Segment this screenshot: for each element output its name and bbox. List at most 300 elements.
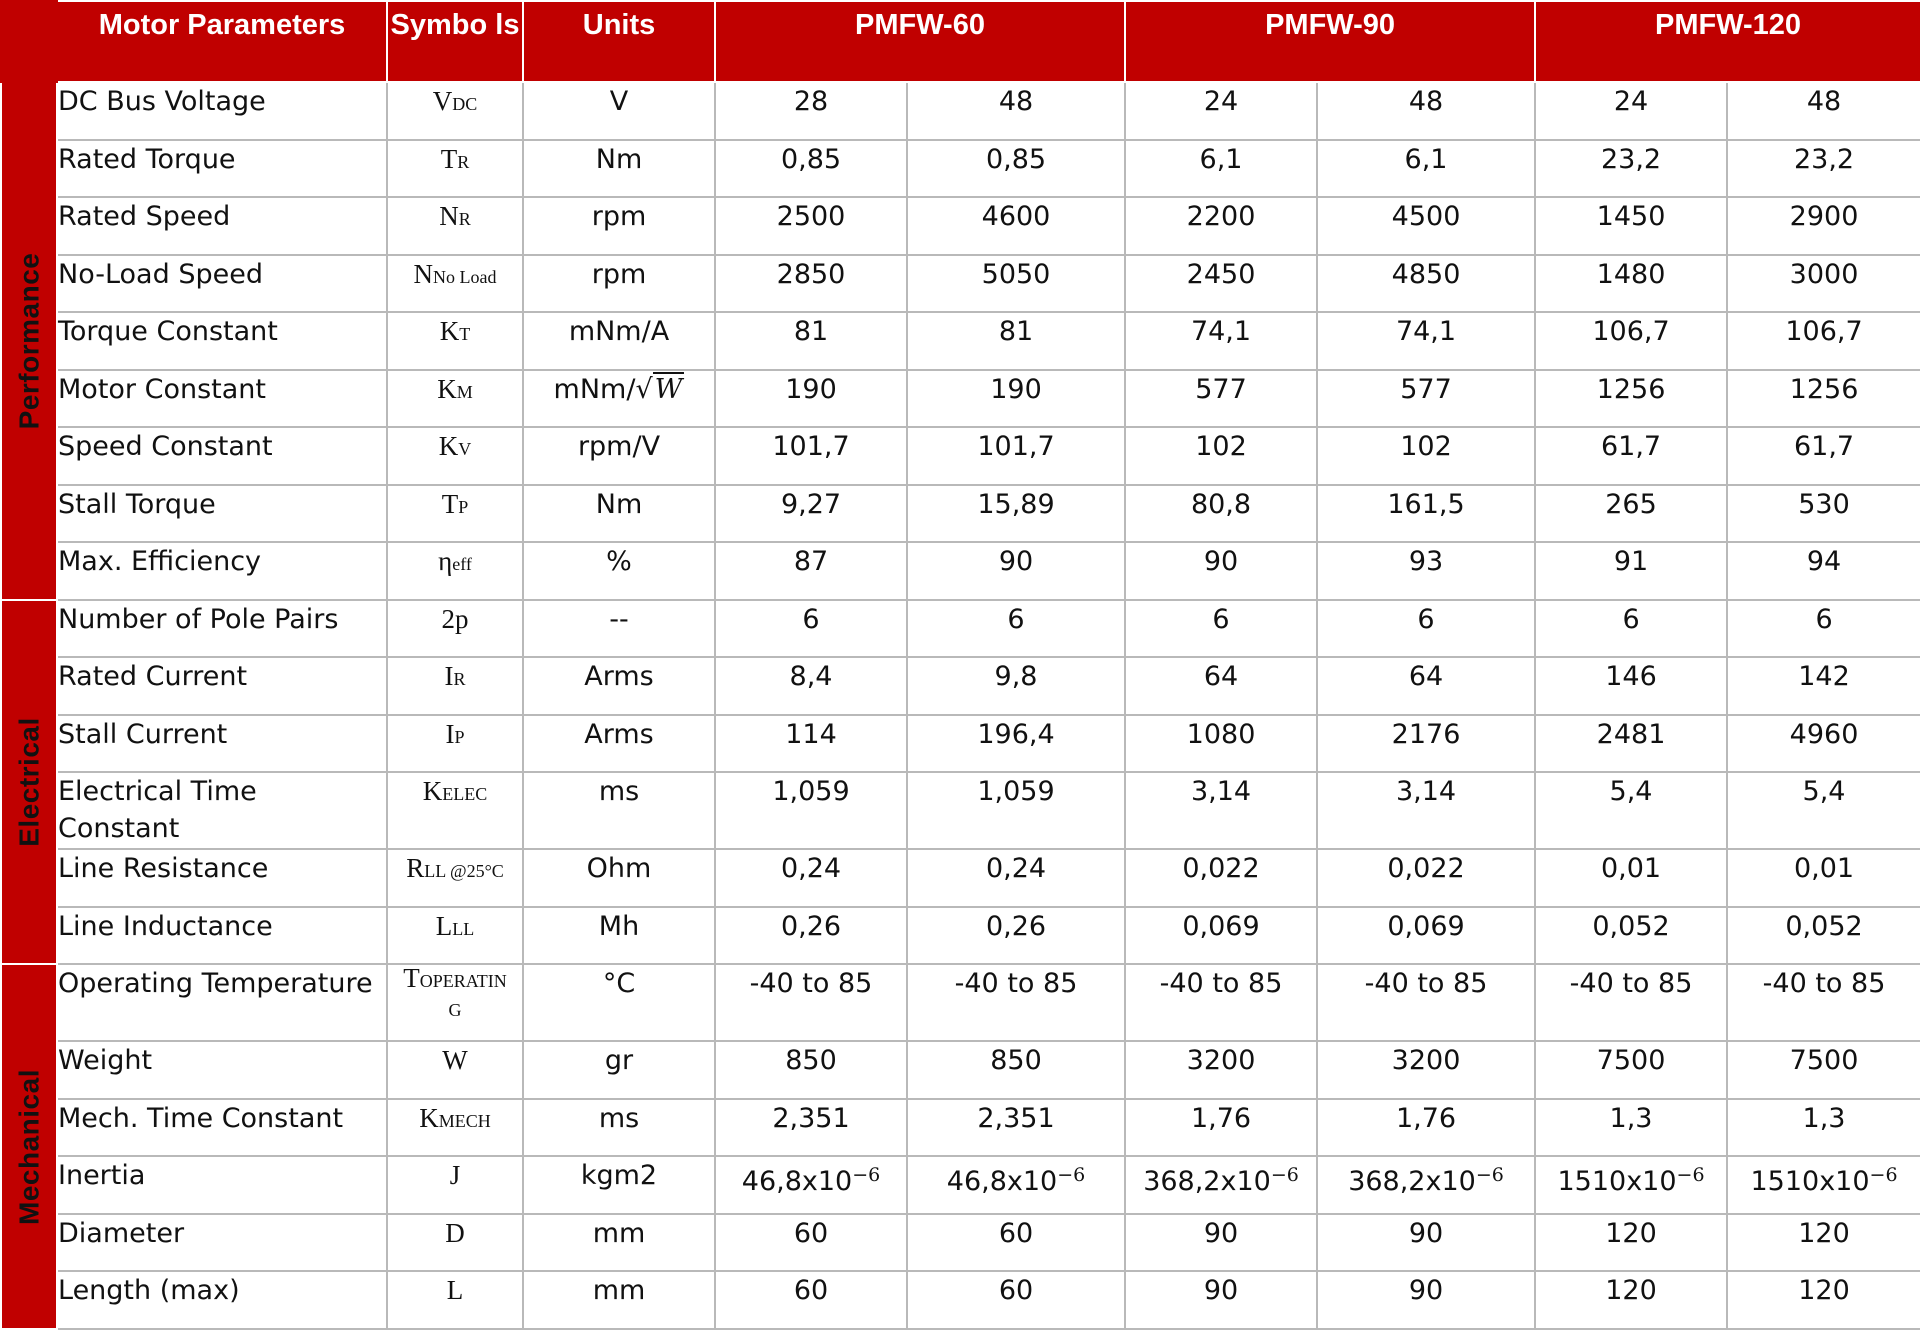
- value-cell: [1727, 370, 1920, 428]
- value-cell: [1125, 485, 1317, 543]
- value-cell: [1727, 82, 1920, 140]
- param-name: Inertia: [57, 1156, 387, 1214]
- value-text: 93: [1408, 546, 1444, 578]
- value-text: 0,24: [985, 853, 1047, 885]
- value-text: 0,85: [780, 143, 842, 175]
- param-unit: [523, 255, 715, 313]
- value-text: 120: [1605, 1217, 1657, 1249]
- value-cell: [1317, 485, 1535, 543]
- table-row: [1, 715, 1920, 773]
- value-text: 24: [1203, 86, 1239, 117]
- value-cell: [1317, 370, 1535, 428]
- value-text: 64: [1408, 661, 1444, 693]
- value-text: 190: [785, 373, 837, 405]
- symbol-subscript: LL: [452, 918, 475, 939]
- value-cell: [1125, 370, 1317, 428]
- symbol-subscript: ELEC: [442, 784, 488, 805]
- param-symbol: [387, 600, 523, 658]
- value-text: 850: [785, 1045, 837, 1077]
- value-cell: [1727, 657, 1920, 715]
- value-cell: [907, 485, 1125, 543]
- value-text: 1,059: [977, 776, 1055, 808]
- param-name: Rated Torque: [57, 140, 387, 198]
- param-name: Line Resistance: [57, 849, 387, 907]
- value-cell: [715, 657, 907, 715]
- table-row: [1, 1099, 1920, 1157]
- header-units: Units: [523, 1, 715, 82]
- value-text: 120: [1605, 1275, 1657, 1307]
- value-cell: [1535, 1214, 1727, 1272]
- value-cell: [1535, 542, 1727, 600]
- value-cell: [1535, 964, 1727, 1041]
- param-unit: [523, 1271, 715, 1329]
- value-text: 0,069: [1182, 910, 1260, 942]
- value-cell: [715, 907, 907, 965]
- value-text: 0,85: [985, 143, 1047, 175]
- value-cell: [1535, 427, 1727, 485]
- table-row: [1, 427, 1920, 485]
- value-text: 48: [1806, 86, 1842, 117]
- symbol-subscript: V: [458, 439, 472, 460]
- value-text: 7500: [1596, 1045, 1666, 1077]
- value-cell: [907, 772, 1125, 849]
- value-cell: [907, 370, 1125, 428]
- param-unit: [523, 772, 715, 849]
- value-text: 3200: [1391, 1045, 1461, 1077]
- param-unit: [523, 312, 715, 370]
- value-text: 74,1: [1190, 316, 1252, 348]
- value-cell: [1317, 427, 1535, 485]
- value-cell: [1125, 715, 1317, 773]
- param-unit: [523, 197, 715, 255]
- value-cell: [715, 197, 907, 255]
- value-text: 1,059: [772, 776, 850, 808]
- value-cell: [1727, 964, 1920, 1041]
- value-cell: [907, 600, 1125, 658]
- value-text: 90: [1203, 1275, 1239, 1307]
- symbol-subscript: T: [459, 324, 471, 345]
- value-cell: [1535, 485, 1727, 543]
- value-text: 7500: [1789, 1045, 1859, 1077]
- value-cell: [715, 370, 907, 428]
- value-text: 61,7: [1793, 431, 1855, 463]
- value-text: 4960: [1789, 718, 1859, 750]
- value-cell: [907, 657, 1125, 715]
- table-row: [1, 1271, 1920, 1329]
- value-cell: [1535, 907, 1727, 965]
- value-text: 60: [998, 1217, 1034, 1249]
- param-symbol: [387, 1214, 523, 1272]
- value-text: 3200: [1186, 1045, 1256, 1077]
- symbol-main: J: [449, 1160, 461, 1191]
- value-cell: [715, 715, 907, 773]
- table-row: [1, 1041, 1920, 1099]
- value-cell: [1125, 1099, 1317, 1157]
- param-symbol: [387, 964, 523, 1041]
- value-text: 91: [1613, 546, 1649, 578]
- symbol-main: I: [445, 718, 455, 749]
- header-row: [1, 1, 1920, 82]
- value-text: 114: [785, 718, 837, 750]
- value-cell: [1727, 140, 1920, 198]
- value-cell: [1125, 427, 1317, 485]
- param-symbol: [387, 542, 523, 600]
- value-text: -40 to 85: [1159, 968, 1283, 1000]
- value-cell: [1727, 485, 1920, 543]
- value-text: 23,2: [1600, 143, 1662, 175]
- value-text: 4500: [1391, 201, 1461, 233]
- unit-text: rpm: [591, 258, 647, 290]
- value-exponent: −6: [1270, 1164, 1299, 1187]
- value-cell: [907, 140, 1125, 198]
- value-text: 15,89: [977, 488, 1055, 520]
- symbol-main: T: [403, 963, 420, 994]
- value-cell: [1317, 772, 1535, 849]
- sqrt-icon: √: [635, 373, 653, 405]
- table-row: [1, 849, 1920, 907]
- param-name: Weight: [57, 1041, 387, 1099]
- symbol-main: K: [419, 1102, 439, 1133]
- value-text: 120: [1798, 1217, 1850, 1249]
- value-cell: [1125, 964, 1317, 1041]
- value-cell: [715, 600, 907, 658]
- symbol-main: K: [438, 431, 459, 462]
- value-text: 81: [793, 316, 829, 348]
- param-symbol: [387, 370, 523, 428]
- value-cell: [1125, 772, 1317, 849]
- param-symbol: [387, 427, 523, 485]
- value-cell: [1727, 197, 1920, 255]
- value-text: 850: [990, 1045, 1042, 1077]
- value-cell: [1125, 1214, 1317, 1272]
- symbol-main: N: [413, 258, 433, 289]
- value-text: 0,022: [1387, 853, 1465, 885]
- unit-text: rpm: [591, 201, 647, 233]
- value-cell: [907, 255, 1125, 313]
- value-text: 2481: [1596, 718, 1666, 750]
- value-cell: [715, 1214, 907, 1272]
- param-symbol: [387, 772, 523, 849]
- value-cell: [715, 427, 907, 485]
- value-text: 48: [998, 86, 1034, 117]
- value-text: 1256: [1596, 373, 1666, 405]
- value-text: 74,1: [1395, 316, 1457, 348]
- value-text: 1080: [1186, 718, 1256, 750]
- value-text: 28: [793, 86, 829, 117]
- value-cell: [1125, 907, 1317, 965]
- param-name: Max. Efficiency: [57, 542, 387, 600]
- value-cell: [1727, 1099, 1920, 1157]
- value-cell: [1535, 715, 1727, 773]
- value-cell: [1125, 255, 1317, 313]
- unit-text: mm: [592, 1275, 646, 1307]
- value-text: 2176: [1391, 718, 1461, 750]
- param-name: Stall Current: [57, 715, 387, 773]
- value-text: 1,3: [1802, 1102, 1846, 1134]
- value-cell: [907, 427, 1125, 485]
- table-row: [1, 772, 1920, 849]
- value-text: 4850: [1391, 258, 1461, 290]
- symbol-main: N: [439, 201, 459, 232]
- header-model-pmfw-60: PMFW-60: [715, 1, 1125, 82]
- value-text: 1510x10: [1557, 1166, 1677, 1198]
- value-text: 196,4: [977, 718, 1055, 750]
- param-symbol: [387, 657, 523, 715]
- param-unit: [523, 140, 715, 198]
- unit-text: Arms: [584, 718, 654, 750]
- value-cell: [1317, 197, 1535, 255]
- value-text: 102: [1195, 431, 1247, 463]
- symbol-subscript: R: [458, 209, 471, 230]
- value-cell: [715, 1099, 907, 1157]
- group-label-performance: [1, 82, 57, 600]
- value-text: 120: [1798, 1275, 1850, 1307]
- value-exponent: −6: [1869, 1164, 1898, 1187]
- value-text: 102: [1400, 431, 1452, 463]
- value-text: 90: [1203, 1217, 1239, 1249]
- header-symbols: Symbo ls: [387, 1, 523, 82]
- value-text: 3,14: [1395, 776, 1457, 808]
- value-text: 6: [1622, 603, 1640, 635]
- value-text: 9,8: [994, 661, 1038, 693]
- symbol-subscript: DC: [452, 94, 478, 114]
- value-cell: [1125, 312, 1317, 370]
- param-symbol: [387, 715, 523, 773]
- param-symbol: [387, 849, 523, 907]
- param-name: Torque Constant: [57, 312, 387, 370]
- value-text: 0,022: [1182, 853, 1260, 885]
- table-row: [1, 370, 1920, 428]
- param-name: Electrical Time Constant: [57, 772, 387, 849]
- param-name: Motor Constant: [57, 370, 387, 428]
- param-unit: [523, 82, 715, 140]
- value-text: 4600: [981, 201, 1051, 233]
- value-cell: [907, 82, 1125, 140]
- value-text: 142: [1798, 661, 1850, 693]
- symbol-main: η: [438, 546, 453, 577]
- param-name: No-Load Speed: [57, 255, 387, 313]
- value-text: 81: [998, 316, 1034, 348]
- value-cell: [715, 82, 907, 140]
- value-cell: [715, 542, 907, 600]
- param-name: Stall Torque: [57, 485, 387, 543]
- value-text: 190: [990, 373, 1042, 405]
- value-text: 23,2: [1793, 143, 1855, 175]
- symbol-main: K: [437, 373, 457, 404]
- param-symbol: [387, 197, 523, 255]
- value-cell: [1535, 849, 1727, 907]
- value-cell: [715, 140, 907, 198]
- value-text: 2500: [776, 201, 846, 233]
- value-text: 161,5: [1387, 488, 1465, 520]
- param-symbol: [387, 140, 523, 198]
- group-label-electrical: [1, 600, 57, 965]
- header-corner: [1, 1, 57, 82]
- param-unit: [523, 715, 715, 773]
- symbol-main: T: [441, 488, 459, 519]
- value-text: 6,1: [1199, 143, 1243, 175]
- value-cell: [1535, 1156, 1727, 1214]
- value-text: 0,24: [780, 853, 842, 885]
- param-symbol: [387, 255, 523, 313]
- value-text: 0,052: [1785, 910, 1863, 942]
- unit-text: mm: [592, 1217, 646, 1249]
- unit-text: ms: [598, 776, 640, 808]
- param-symbol: [387, 82, 523, 140]
- param-unit: [523, 370, 715, 428]
- value-cell: [1727, 1041, 1920, 1099]
- value-text: 2900: [1789, 201, 1859, 233]
- table-row: [1, 255, 1920, 313]
- value-text: 106,7: [1785, 316, 1863, 348]
- table-row: [1, 1214, 1920, 1272]
- unit-text: V: [609, 86, 629, 117]
- value-cell: [715, 772, 907, 849]
- value-cell: [1727, 600, 1920, 658]
- value-text: 2850: [776, 258, 846, 290]
- value-cell: [1125, 1271, 1317, 1329]
- symbol-subscript: eff: [452, 554, 472, 575]
- value-text: 6: [1212, 603, 1230, 635]
- table-row: [1, 657, 1920, 715]
- table-row: [1, 140, 1920, 198]
- value-text: 1,76: [1190, 1102, 1252, 1134]
- value-cell: [1317, 1099, 1535, 1157]
- table-row: [1, 907, 1920, 965]
- param-name: Diameter: [57, 1214, 387, 1272]
- value-cell: [715, 312, 907, 370]
- value-cell: [907, 1271, 1125, 1329]
- value-text: 24: [1613, 86, 1649, 117]
- value-text: 106,7: [1592, 316, 1670, 348]
- value-cell: [907, 849, 1125, 907]
- param-name: Rated Speed: [57, 197, 387, 255]
- header-model-pmfw-90: PMFW-90: [1125, 1, 1535, 82]
- unit-radicand: W: [654, 373, 683, 405]
- value-cell: [1727, 312, 1920, 370]
- unit-text: Nm: [595, 488, 643, 520]
- value-text: 0,052: [1592, 910, 1670, 942]
- value-cell: [1317, 1271, 1535, 1329]
- value-text: 90: [998, 546, 1034, 578]
- value-text: -40 to 85: [954, 968, 1078, 1000]
- value-cell: [1317, 1156, 1535, 1214]
- value-text: 577: [1400, 373, 1452, 405]
- param-name: Speed Constant: [57, 427, 387, 485]
- param-unit: [523, 1041, 715, 1099]
- value-cell: [907, 1156, 1125, 1214]
- param-unit: [523, 542, 715, 600]
- param-unit: [523, 485, 715, 543]
- value-cell: [1317, 82, 1535, 140]
- group-label-mechanical: [1, 964, 57, 1329]
- value-cell: [907, 542, 1125, 600]
- table-row: [1, 485, 1920, 543]
- value-cell: [715, 1156, 907, 1214]
- unit-text: ms: [598, 1102, 640, 1134]
- value-cell: [907, 312, 1125, 370]
- param-unit: [523, 427, 715, 485]
- param-symbol: [387, 1271, 523, 1329]
- symbol-main: T: [440, 143, 458, 174]
- value-text: 90: [1203, 546, 1239, 578]
- value-cell: [1125, 140, 1317, 198]
- value-cell: [907, 964, 1125, 1041]
- value-cell: [1535, 1041, 1727, 1099]
- value-cell: [1317, 715, 1535, 773]
- unit-text: °C: [602, 968, 636, 1000]
- param-symbol: [387, 1099, 523, 1157]
- unit-text: mNm/A: [568, 316, 670, 348]
- value-text: 5,4: [1802, 776, 1846, 808]
- value-text: 3000: [1789, 258, 1859, 290]
- param-unit: [523, 1156, 715, 1214]
- symbol-subscript: MECH: [438, 1110, 491, 1131]
- value-cell: [715, 1041, 907, 1099]
- value-cell: [1535, 140, 1727, 198]
- unit-text: Nm: [595, 143, 643, 175]
- value-text: 61,7: [1600, 431, 1662, 463]
- symbol-main: K: [422, 776, 443, 807]
- value-text: 1480: [1596, 258, 1666, 290]
- unit-text: Ohm: [586, 853, 652, 885]
- value-cell: [1125, 600, 1317, 658]
- value-text: 3,14: [1190, 776, 1252, 808]
- value-text: 1,76: [1395, 1102, 1457, 1134]
- symbol-subscript: P: [454, 726, 465, 747]
- value-cell: [1535, 600, 1727, 658]
- param-symbol: [387, 1156, 523, 1214]
- table-row: [1, 312, 1920, 370]
- value-cell: [1317, 907, 1535, 965]
- value-text: 0,01: [1600, 853, 1662, 885]
- unit-text: rpm/V: [577, 431, 661, 463]
- symbol-subscript: R: [457, 151, 470, 172]
- value-cell: [1727, 849, 1920, 907]
- value-text: 6: [1417, 603, 1435, 635]
- value-text: 90: [1408, 1275, 1444, 1307]
- symbol-subscript: OPERATING: [419, 971, 507, 1021]
- value-cell: [907, 1041, 1125, 1099]
- symbol-main: L: [446, 1275, 464, 1306]
- value-text: 530: [1798, 488, 1850, 520]
- value-text: 0,069: [1387, 910, 1465, 942]
- param-symbol: [387, 1041, 523, 1099]
- value-cell: [1727, 1271, 1920, 1329]
- value-cell: [1125, 542, 1317, 600]
- value-cell: [1125, 849, 1317, 907]
- value-text: 46,8x10: [946, 1166, 1058, 1198]
- value-cell: [1535, 370, 1727, 428]
- value-text: 87: [793, 546, 829, 578]
- value-cell: [907, 715, 1125, 773]
- symbol-main: W: [442, 1045, 468, 1076]
- table-body: [1, 82, 1920, 1329]
- value-text: 90: [1408, 1217, 1444, 1249]
- value-exponent: −6: [1475, 1164, 1504, 1187]
- value-cell: [1317, 542, 1535, 600]
- value-text: 1450: [1596, 201, 1666, 233]
- param-unit: [523, 657, 715, 715]
- param-name: Operating Temperature: [57, 964, 387, 1041]
- value-cell: [1125, 657, 1317, 715]
- value-text: 2,351: [772, 1102, 850, 1134]
- param-name: Rated Current: [57, 657, 387, 715]
- value-cell: [715, 849, 907, 907]
- value-cell: [1317, 964, 1535, 1041]
- symbol-main: D: [445, 1217, 465, 1248]
- value-cell: [715, 255, 907, 313]
